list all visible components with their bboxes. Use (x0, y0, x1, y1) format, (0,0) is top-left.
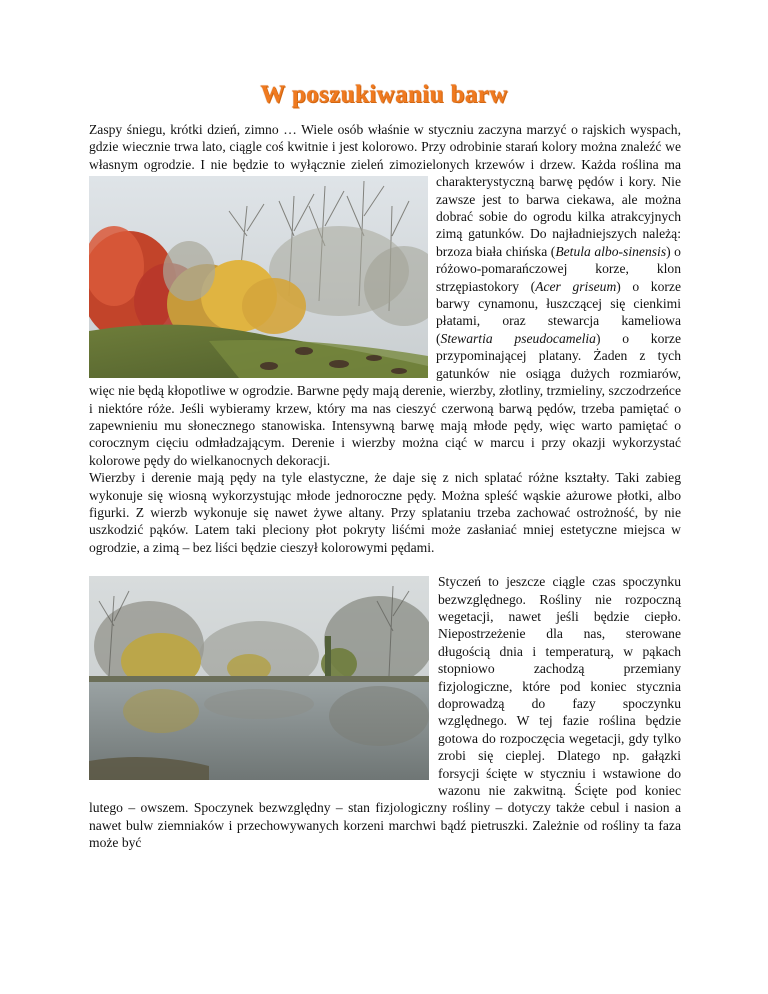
paragraph-colors-intro (89, 121, 681, 469)
latin-name-stewartia: Stewartia pseudocamelia (440, 330, 596, 346)
article-body (89, 121, 681, 852)
page-title: W poszukiwaniu barw (260, 81, 508, 108)
latin-name-acer: Acer griseum (535, 278, 617, 294)
text-around-photo: zimozielonych krzewów i drzew. Każda roślina ma charakterystyczną barwę pędów i kory. Nie zawsze jest to barwa ciekawa, ale można dobrać sobie do ogrodu kilka atrakcyjnych zimą gatunków. Do najładniejszych należą: brzoza biała chińska ( (389, 156, 681, 259)
dormancy-text: Styczeń to jeszcze ciągle czas spoczynku bezwzględnego. Rośliny nie rozpoczną wegetacji, nawet jeśli będzie ciepło. Niepostrzeżenie dla nas, sterowane długością dnia i temperaturą, w pąkach stopniowo zachodzą przemiany fizjologiczne, które pod koniec stycznia doprowadzą do fazy spoczynku względnego. W tej fazie roślina będzie gotowa do rozpoczęcia wegetacji, gdy tylko zrobi się cieplej. Dlatego np. gałązki forsycji ścięte w styczniu i wstawione do wazonu nie zakwitną. Ścięte pod koniec lutego – owszem. Spoczynek bezwzględny – stan fizjologiczny rośliny – dotyczy także cebul i nasion a nawet bulw ziemniaków i przechowywanych korzeni marchwi bądź pietruszki. Zależnie od rośliny ta faza może być (89, 574, 681, 851)
text-segment: ) o korze przypominającej platany. Żaden z tych gatunków nie osiąga dużych rozmiarów, więc nie będą kłopotliwe w ogrodzie. Barwne pędy mają derenie, wierzby, złotliny, trzmieliny, szczodrzeńce i niektóre róże. Jeśli wybieramy krzew, który ma nas cieszyć czerwoną barwą pędów, trzeba pamiętać o zapewnieniu mu słonecznego stanowiska. Intensywną barwę mają młode pędy, więc warto pamiętać o corocznym cięciu odmładzającym. Derenie i wierzby można ciąć w marcu i przy okazji wykorzystać kolorowe pędy do wielkanocnych dekoracji. (89, 330, 681, 468)
garden-shrubs-photo (89, 176, 428, 378)
paragraph-weaving: Wierzby i derenie mają pędy na tyle elastyczne, że daje się z nich splatać różne kształty. Taki zabieg wykonuje się wiosną wykorzystując młode jednoroczne pędy. Można spleść wąskie ażurowe płotki, albo figurki. Z wierzb wykonuje się nawet żywe altany. Przy splataniu trzeba zachować ostrożność, by nie uszkodzić pąków. Latem taki pleciony płot pokryty liśćmi może zasłaniać mniej estetyczne miejsca w ogrodzie, a zimą – bez liści będzie cieszył kolorowymi pędami. (89, 470, 681, 555)
paragraph-dormancy (89, 573, 681, 852)
paragraph-spacer (89, 556, 681, 573)
latin-name-betula: Betula albo-sinensis (555, 243, 667, 259)
intro-text: Zaspy śniegu, krótki dzień, zimno … Wiele osób właśnie w styczniu zaczyna marzyć o rajskich wyspach, gdzie wiecznie trwa lato, ciągle coś kwitnie i jest kolorowo. Przy odrobinie starań kolory można znaleźć we własnym ogrodzie. I nie będzie to wyłącznie zieleń (89, 122, 681, 172)
winter-pond-photo (89, 576, 429, 780)
text-segment: ) o korze barwy cynamonu, łuszczącej się cienkimi płatami, oraz stewarcja kameliowa ( (436, 278, 681, 346)
text-segment: ) o różowo-pomarańczowej korze, klon strzępiastokory ( (436, 243, 681, 294)
